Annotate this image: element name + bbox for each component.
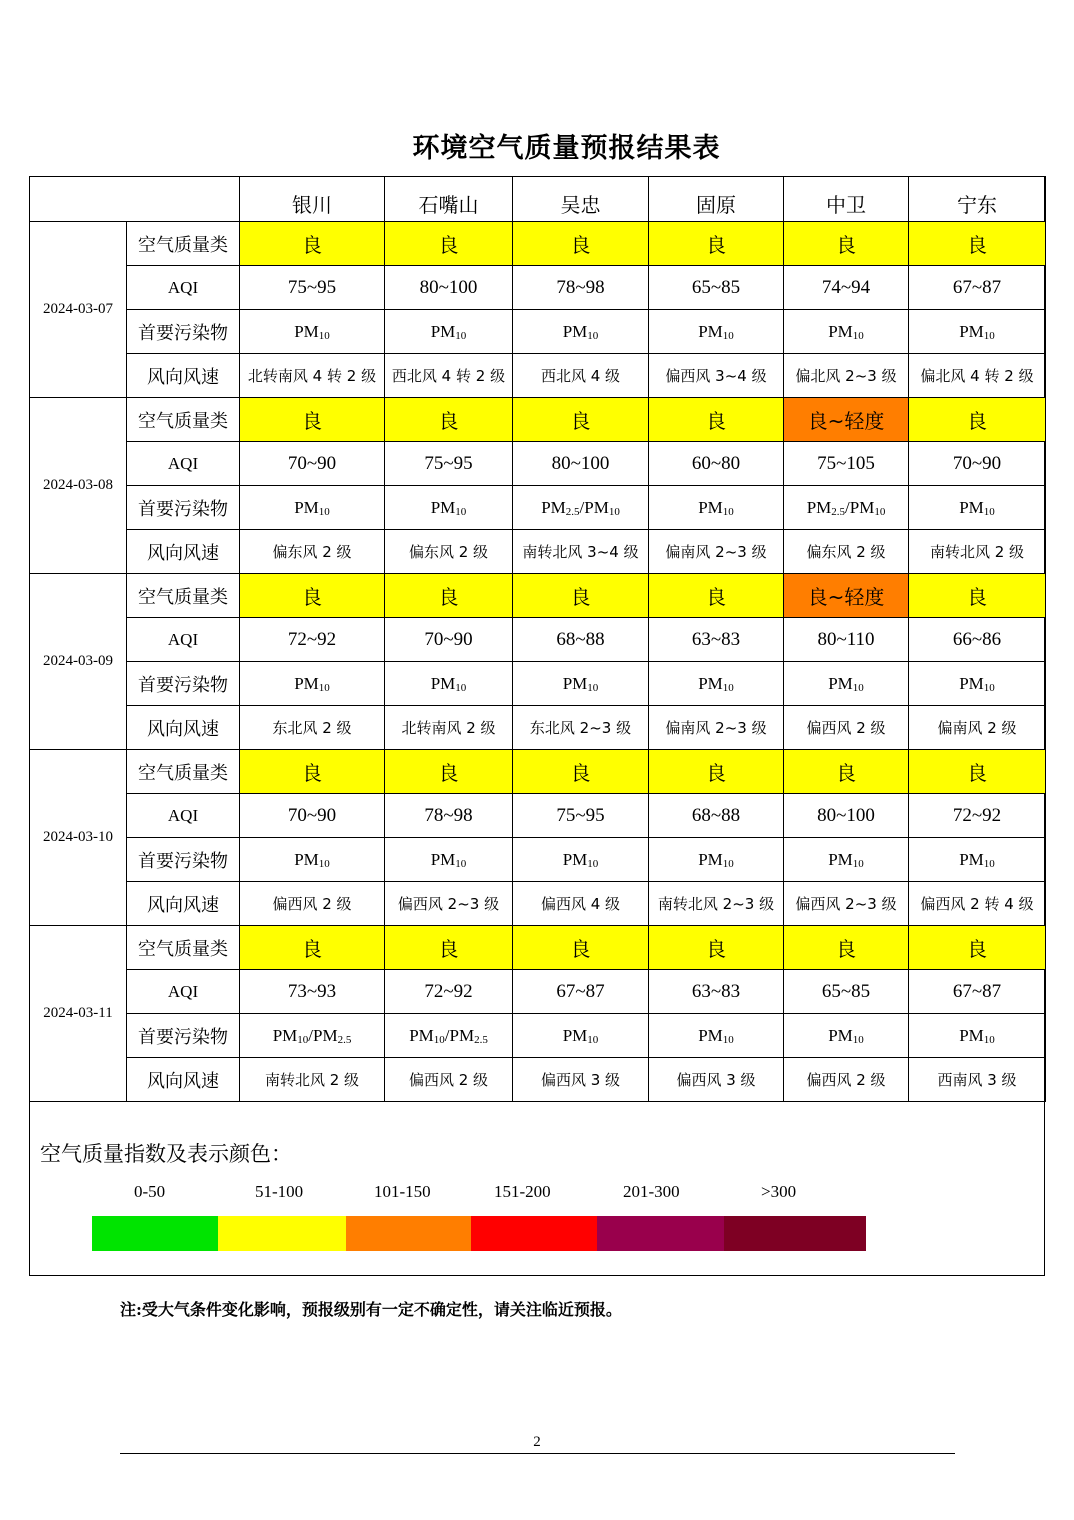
- wind-cell: 偏西风 2 级: [240, 882, 385, 926]
- pollutant-cell: $PM_{10}$: [784, 662, 909, 706]
- category-cell: 良: [385, 926, 513, 970]
- category-cell: 良: [784, 222, 909, 266]
- category-cell: 良~轻度: [784, 574, 909, 618]
- pollutant-cell: $PM_{2.5}/PM_{10}$: [513, 486, 649, 530]
- aqi-cell: 80~100: [784, 794, 909, 838]
- pollutant-cell: $PM_{10}$: [385, 838, 513, 882]
- category-cell: 良: [649, 222, 784, 266]
- aqi-cell: 68~88: [513, 618, 649, 662]
- category-cell: 良: [784, 926, 909, 970]
- date-cell: 2024-03-08: [30, 398, 127, 574]
- aqi-cell: 80~110: [784, 618, 909, 662]
- forecast-row-aqi: [30, 618, 1046, 662]
- disclaimer-note: 注:受大气条件变化影响，预报级别有一定不确定性，请关注临近预报。: [120, 1300, 622, 1319]
- footer-rule: [120, 1453, 955, 1454]
- pollutant-cell: $PM_{10}$: [649, 662, 784, 706]
- wind-cell: 偏东风 2 级: [240, 530, 385, 574]
- aqi-cell: 78~98: [513, 266, 649, 310]
- aqi-cell: 67~87: [513, 970, 649, 1014]
- legend-label: 0-50: [134, 1182, 166, 1201]
- aqi-cell: 75~95: [240, 266, 385, 310]
- category-cell: 良: [240, 750, 385, 794]
- legend-swatch: [471, 1216, 597, 1251]
- pollutant-cell: $PM_{10}$: [513, 310, 649, 354]
- pollutant-cell: $PM_{10}$: [385, 486, 513, 530]
- wind-cell: 北转南风 4 转 2 级: [240, 354, 385, 398]
- pollutant-cell: $PM_{10}$: [385, 662, 513, 706]
- pollutant-cell: $PM_{10}$: [513, 662, 649, 706]
- legend-swatch: [597, 1216, 724, 1251]
- forecast-row-category: [30, 750, 1046, 794]
- category-cell: 良~轻度: [784, 398, 909, 442]
- forecast-table-body: [30, 177, 1046, 1102]
- category-cell: 良: [513, 750, 649, 794]
- aqi-cell: 74~94: [784, 266, 909, 310]
- wind-cell: 南转北风 2~3 级: [649, 882, 784, 926]
- aqi-cell: 70~90: [240, 794, 385, 838]
- pollutant-cell: $PM_{10}$: [649, 1014, 784, 1058]
- forecast-row-wind: [30, 1058, 1046, 1102]
- category-cell: 良: [385, 222, 513, 266]
- forecast-row-aqi: [30, 794, 1046, 838]
- forecast-row-pollutant: [30, 310, 1046, 354]
- city-header: 固原: [649, 177, 784, 222]
- forecast-row-category: [30, 926, 1046, 970]
- legend-swatch: [92, 1216, 218, 1251]
- wind-cell: 偏西风 3 级: [649, 1058, 784, 1102]
- forecast-row-pollutant: [30, 1014, 1046, 1058]
- row-label-pollutant: 首要污染物: [127, 486, 240, 530]
- wind-cell: 偏东风 2 级: [784, 530, 909, 574]
- legend-label: 201-300: [623, 1182, 680, 1201]
- city-header: 吴忠: [513, 177, 649, 222]
- forecast-row-pollutant: [30, 486, 1046, 530]
- wind-cell: 南转北风 3~4 级: [513, 530, 649, 574]
- forecast-row-category: [30, 222, 1046, 266]
- pollutant-cell: $PM_{10}/PM_{2.5}$: [385, 1014, 513, 1058]
- forecast-row-category: [30, 398, 1046, 442]
- wind-cell: 东北风 2~3 级: [513, 706, 649, 750]
- row-label-wind: 风向风速: [127, 530, 240, 574]
- pollutant-cell: $PM_{10}$: [909, 310, 1046, 354]
- category-cell: 良: [385, 750, 513, 794]
- aqi-cell: 70~90: [385, 618, 513, 662]
- category-cell: 良: [513, 574, 649, 618]
- aqi-cell: 80~100: [385, 266, 513, 310]
- category-cell: 良: [649, 398, 784, 442]
- wind-cell: 偏南风 2~3 级: [649, 530, 784, 574]
- aqi-cell: 67~87: [909, 266, 1046, 310]
- legend-swatch: [346, 1216, 471, 1251]
- date-cell: 2024-03-11: [30, 926, 127, 1102]
- category-cell: 良: [909, 926, 1046, 970]
- forecast-table: [29, 176, 1046, 1102]
- category-cell: 良: [909, 574, 1046, 618]
- row-label-category: 空气质量类: [127, 222, 240, 266]
- aqi-cell: 65~85: [784, 970, 909, 1014]
- row-label-pollutant: 首要污染物: [127, 838, 240, 882]
- pollutant-cell: $PM_{10}/PM_{2.5}$: [240, 1014, 385, 1058]
- aqi-cell: 72~92: [385, 970, 513, 1014]
- wind-cell: 偏北风 4 转 2 级: [909, 354, 1046, 398]
- row-label-category: 空气质量类: [127, 926, 240, 970]
- category-cell: 良: [385, 574, 513, 618]
- forecast-row-aqi: [30, 266, 1046, 310]
- header-row: [30, 177, 1046, 222]
- row-label-category: 空气质量类: [127, 750, 240, 794]
- row-label-pollutant: 首要污染物: [127, 310, 240, 354]
- legend-title: 空气质量指数及表示颜色：: [40, 1142, 292, 1166]
- wind-cell: 偏西风 2 级: [784, 1058, 909, 1102]
- pollutant-cell: $PM_{10}$: [649, 486, 784, 530]
- wind-cell: 偏西风 3 级: [513, 1058, 649, 1102]
- category-cell: 良: [513, 398, 649, 442]
- pollutant-cell: $PM_{10}$: [240, 486, 385, 530]
- category-cell: 良: [385, 398, 513, 442]
- forecast-row-wind: [30, 882, 1046, 926]
- legend-label: >300: [761, 1182, 797, 1201]
- date-cell: 2024-03-07: [30, 222, 127, 398]
- category-cell: 良: [240, 574, 385, 618]
- page-title: 环境空气质量预报结果表: [412, 133, 721, 164]
- pollutant-cell: $PM_{10}$: [240, 662, 385, 706]
- forecast-row-wind: [30, 354, 1046, 398]
- city-header: 宁东: [909, 177, 1046, 222]
- wind-cell: 偏南风 2~3 级: [649, 706, 784, 750]
- row-label-aqi: AQI: [127, 794, 240, 838]
- page-number: 2: [533, 1434, 541, 1450]
- row-label-wind: 风向风速: [127, 882, 240, 926]
- pollutant-cell: $PM_{10}$: [649, 310, 784, 354]
- wind-cell: 偏北风 2~3 级: [784, 354, 909, 398]
- pollutant-cell: $PM_{10}$: [649, 838, 784, 882]
- forecast-row-wind: [30, 530, 1046, 574]
- city-header: 石嘴山: [385, 177, 513, 222]
- aqi-cell: 66~86: [909, 618, 1046, 662]
- pollutant-cell: $PM_{10}$: [513, 1014, 649, 1058]
- aqi-cell: 68~88: [649, 794, 784, 838]
- pollutant-cell: $PM_{10}$: [909, 1014, 1046, 1058]
- pollutant-cell: $PM_{10}$: [909, 662, 1046, 706]
- row-label-aqi: AQI: [127, 618, 240, 662]
- aqi-cell: 75~95: [513, 794, 649, 838]
- category-cell: 良: [784, 750, 909, 794]
- category-cell: 良: [240, 398, 385, 442]
- city-header: 中卫: [784, 177, 909, 222]
- aqi-cell: 75~95: [385, 442, 513, 486]
- aqi-cell: 67~87: [909, 970, 1046, 1014]
- category-cell: 良: [513, 222, 649, 266]
- aqi-cell: 65~85: [649, 266, 784, 310]
- wind-cell: 西南风 3 级: [909, 1058, 1046, 1102]
- wind-cell: 西北风 4 转 2 级: [385, 354, 513, 398]
- pollutant-cell: $PM_{10}$: [240, 310, 385, 354]
- wind-cell: 偏西风 2~3 级: [784, 882, 909, 926]
- wind-cell: 偏西风 4 级: [513, 882, 649, 926]
- legend-swatch: [724, 1216, 866, 1251]
- pollutant-cell: $PM_{10}$: [240, 838, 385, 882]
- wind-cell: 偏西风 2 转 4 级: [909, 882, 1046, 926]
- wind-cell: 西北风 4 级: [513, 354, 649, 398]
- aqi-cell: 75~105: [784, 442, 909, 486]
- forecast-row-category: [30, 574, 1046, 618]
- pollutant-cell: $PM_{10}$: [909, 486, 1046, 530]
- row-label-category: 空气质量类: [127, 398, 240, 442]
- forecast-row-pollutant: [30, 662, 1046, 706]
- legend-label: 101-150: [374, 1182, 431, 1201]
- aqi-cell: 63~83: [649, 970, 784, 1014]
- forecast-row-wind: [30, 706, 1046, 750]
- row-label-pollutant: 首要污染物: [127, 1014, 240, 1058]
- wind-cell: 东北风 2 级: [240, 706, 385, 750]
- category-cell: 良: [649, 926, 784, 970]
- date-cell: 2024-03-09: [30, 574, 127, 750]
- header-corner-cell: [30, 177, 240, 222]
- forecast-row-aqi: [30, 442, 1046, 486]
- category-cell: 良: [909, 398, 1046, 442]
- category-cell: 良: [909, 750, 1046, 794]
- wind-cell: 偏东风 2 级: [385, 530, 513, 574]
- pollutant-cell: $PM_{10}$: [909, 838, 1046, 882]
- category-cell: 良: [240, 926, 385, 970]
- aqi-cell: 72~92: [240, 618, 385, 662]
- category-cell: 良: [649, 574, 784, 618]
- row-label-category: 空气质量类: [127, 574, 240, 618]
- legend-label: 151-200: [494, 1182, 551, 1201]
- aqi-cell: 78~98: [385, 794, 513, 838]
- date-cell: 2024-03-10: [30, 750, 127, 926]
- category-cell: 良: [909, 222, 1046, 266]
- city-header: 银川: [240, 177, 385, 222]
- wind-cell: 北转南风 2 级: [385, 706, 513, 750]
- category-cell: 良: [513, 926, 649, 970]
- wind-cell: 偏西风 3~4 级: [649, 354, 784, 398]
- legend-swatch: [218, 1216, 346, 1251]
- aqi-cell: 80~100: [513, 442, 649, 486]
- row-label-aqi: AQI: [127, 266, 240, 310]
- aqi-cell: 70~90: [909, 442, 1046, 486]
- row-label-wind: 风向风速: [127, 1058, 240, 1102]
- pollutant-cell: $PM_{10}$: [784, 838, 909, 882]
- row-label-aqi: AQI: [127, 442, 240, 486]
- pollutant-cell: $PM_{10}$: [784, 310, 909, 354]
- wind-cell: 偏西风 2~3 级: [385, 882, 513, 926]
- wind-cell: 偏西风 2 级: [385, 1058, 513, 1102]
- wind-cell: 南转北风 2 级: [240, 1058, 385, 1102]
- aqi-cell: 60~80: [649, 442, 784, 486]
- pollutant-cell: $PM_{10}$: [513, 838, 649, 882]
- legend-label: 51-100: [255, 1182, 304, 1201]
- row-label-pollutant: 首要污染物: [127, 662, 240, 706]
- forecast-row-aqi: [30, 970, 1046, 1014]
- row-label-wind: 风向风速: [127, 354, 240, 398]
- wind-cell: 偏南风 2 级: [909, 706, 1046, 750]
- row-label-wind: 风向风速: [127, 706, 240, 750]
- aqi-cell: 73~93: [240, 970, 385, 1014]
- pollutant-cell: $PM_{10}$: [385, 310, 513, 354]
- pollutant-cell: $PM_{2.5}/PM_{10}$: [784, 486, 909, 530]
- forecast-row-pollutant: [30, 838, 1046, 882]
- wind-cell: 偏西风 2 级: [784, 706, 909, 750]
- aqi-cell: 63~83: [649, 618, 784, 662]
- category-cell: 良: [240, 222, 385, 266]
- aqi-cell: 70~90: [240, 442, 385, 486]
- row-label-aqi: AQI: [127, 970, 240, 1014]
- category-cell: 良: [649, 750, 784, 794]
- wind-cell: 南转北风 2 级: [909, 530, 1046, 574]
- pollutant-cell: $PM_{10}$: [784, 1014, 909, 1058]
- aqi-cell: 72~92: [909, 794, 1046, 838]
